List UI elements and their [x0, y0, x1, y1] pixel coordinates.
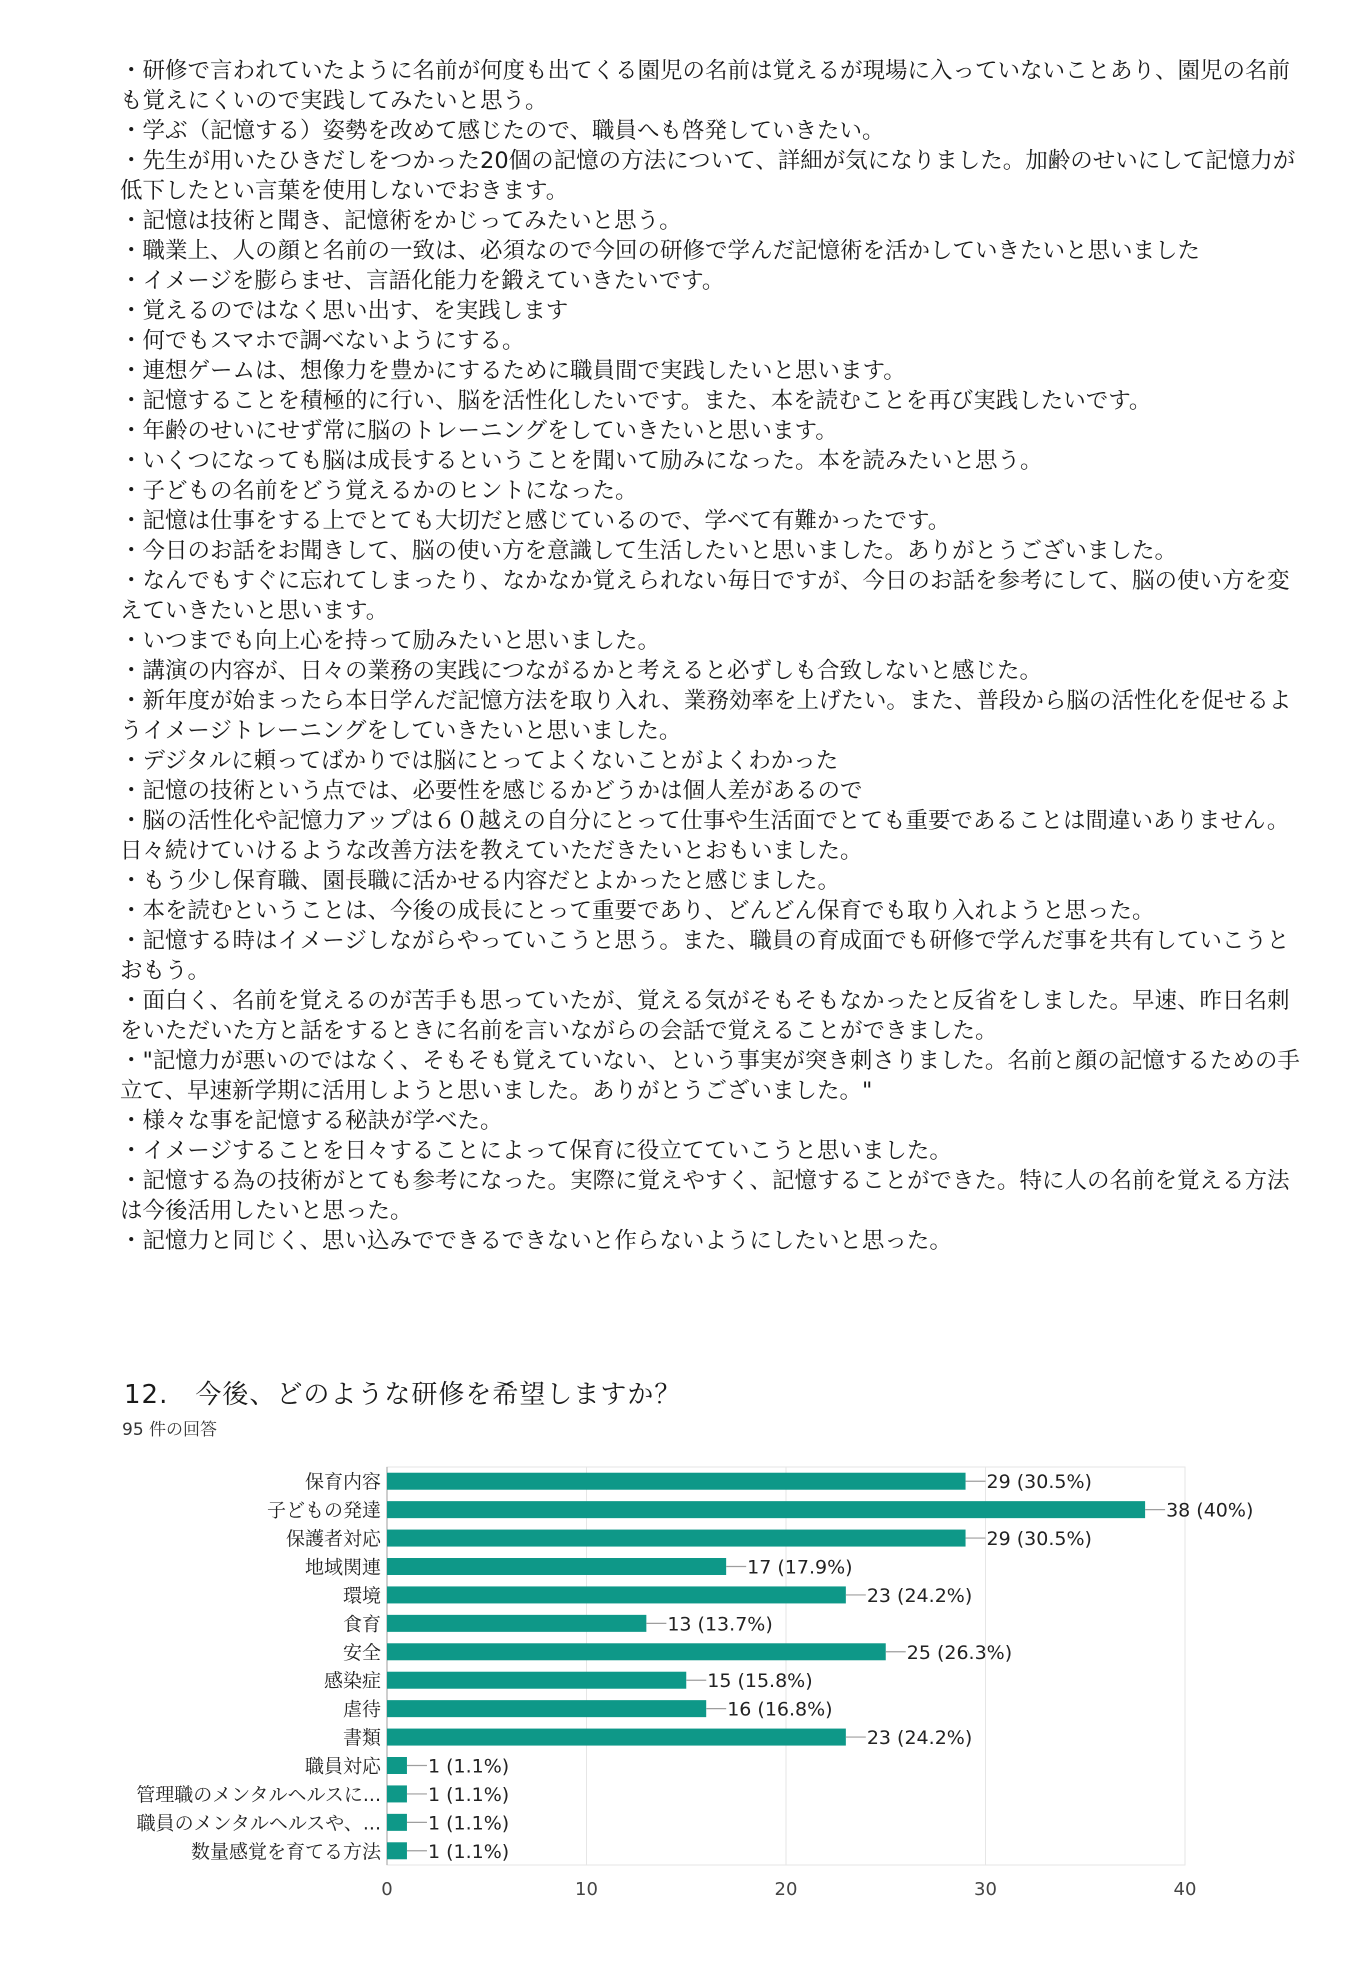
comment-item: ・記憶する為の技術がとても参考になった。実際に覚えやすく、記憶することができた。特に人の名前を覚える方法は今後活用したいと思った。 [120, 1168, 1290, 1224]
data-label: 25 (26.3%) [906, 1641, 1013, 1664]
category-label: 子どもの発達 [266, 1499, 381, 1522]
comment-item: ・本を読むということは、今後の成長にとって重要であり、どんどん保育でも取り入れようと思った。 [120, 898, 1155, 924]
data-label: 29 (30.5%) [986, 1471, 1092, 1494]
data-label: 29 (30.5%) [986, 1528, 1092, 1551]
category-label: 虐待 [342, 1698, 381, 1721]
response-count: 95 件の回答 [122, 1420, 218, 1440]
x-tick-label: 40 [1173, 1879, 1197, 1900]
bar [387, 1700, 706, 1717]
comment-item: ・デジタルに頼ってばかりでは脳にとってよくないことがよくわかった [120, 748, 839, 774]
category-label: 管理職のメンタルヘルスに... [136, 1783, 381, 1806]
x-tick-label: 0 [381, 1879, 393, 1900]
comment-item: ・いつまでも向上心を持って励みたいと思いました。 [120, 628, 661, 654]
comments-list [120, 56, 1310, 1256]
comment-item: ・記憶の技術という点では、必要性を感じるかどうかは個人差があるので [120, 778, 863, 804]
category-label: 安全 [342, 1641, 381, 1664]
bar [387, 1729, 846, 1746]
x-tick-label: 20 [774, 1879, 798, 1900]
bar [387, 1586, 846, 1603]
data-label: 16 (16.8%) [727, 1698, 833, 1721]
bar [387, 1473, 966, 1490]
category-label: 感染症 [323, 1670, 381, 1693]
comment-item: ・覚えるのではなく思い出す、を実践します [120, 298, 569, 324]
data-label: 38 (40%) [1166, 1499, 1254, 1522]
comment-item: ・記憶は仕事をする上でとても大切だと感じているので、学べて有難かったです。 [120, 508, 951, 534]
category-label: 数量感覚を育てる方法 [190, 1840, 381, 1863]
comment-item: ・何でもスマホで調べないようにする。 [120, 328, 525, 354]
data-label: 23 (24.2%) [866, 1584, 973, 1607]
bar [387, 1672, 686, 1689]
data-label: 13 (13.7%) [667, 1613, 773, 1636]
x-tick-label: 30 [974, 1879, 997, 1900]
comment-item: ・いくつになっても脳は成長するということを聞いて励みになった。本を読みたいと思う。 [120, 448, 1043, 474]
comment-item: ・講演の内容が、日々の業務の実践につながるかと考えると必ずしも合致しないと感じた。 [120, 658, 1043, 684]
bar-chart [0, 1445, 1365, 1925]
category-label: 地域関連 [304, 1556, 381, 1579]
comment-item: ・子どもの名前をどう覚えるかのヒントになった。 [120, 478, 638, 504]
comment-item: ・もう少し保育職、園長職に活かせる内容だとよかったと感じました。 [120, 868, 841, 894]
category-label: 書類 [342, 1727, 381, 1750]
data-label: 1 (1.1%) [427, 1783, 510, 1806]
data-label: 23 (24.2%) [866, 1727, 973, 1750]
comment-item: ・記憶する時はイメージしながらやっていこうと思う。また、職員の育成面でも研修で学んだ事を共有していこうとおもう。 [120, 928, 1290, 984]
comment-item: ・様々な事を記憶する秘訣が学べた。 [120, 1108, 503, 1134]
category-label: 保護者対応 [285, 1528, 381, 1551]
data-label: 15 (15.8%) [707, 1670, 813, 1693]
comment-item: ・記憶することを積極的に行い、脳を活性化したいです。また、本を読むことを再び実践したいです。 [120, 388, 1152, 414]
comment-item: ・新年度が始まったら本日学んだ記憶方法を取り入れ、業務効率を上げたい。また、普段から脳の活性化を促せるようイメージトレーニングをしていきたいと思いました。 [120, 688, 1292, 744]
comment-item: ・職業上、人の顔と名前の一致は、必須なので今回の研修で学んだ記憶術を活かしていきたいと思いました [120, 238, 1201, 264]
comment-item: ・面白く、名前を覚えるのが苦手も思っていたが、覚える気がそもそもなかったと反省をしました。早速、昨日名刺をいただいた方と話をするときに名前を言いながらの会話で覚えることができました。 [120, 988, 1290, 1044]
comment-item: ・先生が用いたひきだしをつかった20個の記憶の方法について、詳細が気になりました。加齢のせいにして記憶力が低下したとい言葉を使用しないでおきます。 [120, 148, 1296, 204]
comment-item: ・学ぶ（記憶する）姿勢を改めて感じたので、職員へも啓発していきたい。 [120, 118, 885, 144]
comment-item: ・脳の活性化や記憶力アップは６０越えの自分にとって仕事や生活面でとても重要であることは間違いありません。日々続けていけるような改善方法を教えていただきたいとおもいました。 [120, 808, 1290, 864]
bar [387, 1785, 407, 1802]
comment-item: ・記憶は技術と聞き、記憶術をかじってみたいと思う。 [120, 208, 682, 234]
bar [387, 1842, 407, 1859]
comment-item: ・今日のお話をお聞きして、脳の使い方を意識して生活したいと思いました。ありがとうございました。 [120, 538, 1178, 564]
comment-item: ・研修で言われていたように名前が何度も出てくる園児の名前は覚えるが現場に入っていないことあり、園児の名前も覚えにくいので実践してみたいと思う。 [120, 58, 1291, 114]
category-label: 環境 [342, 1584, 381, 1607]
category-label: 保育内容 [304, 1471, 381, 1494]
data-label: 1 (1.1%) [427, 1755, 510, 1778]
bar [387, 1530, 966, 1547]
category-label: 食育 [342, 1613, 381, 1636]
bar [387, 1643, 886, 1660]
x-tick-label: 10 [575, 1879, 598, 1900]
comment-item: ・連想ゲームは、想像力を豊かにするために職員間で実践したいと思います。 [120, 358, 906, 384]
question-title: 12. 今後、どのような研修を希望しますか？ [124, 1380, 682, 1410]
data-label: 1 (1.1%) [427, 1812, 510, 1835]
data-label: 17 (17.9%) [747, 1556, 853, 1579]
bar [387, 1615, 646, 1632]
bar [387, 1558, 726, 1575]
category-label: 職員のメンタルヘルスや、... [136, 1812, 381, 1835]
comment-item: ・イメージを膨らませ、言語化能力を鍛えていきたいです。 [120, 268, 725, 294]
bar [387, 1501, 1145, 1518]
bar [387, 1757, 407, 1774]
category-label: 職員対応 [304, 1755, 381, 1778]
comment-item: ・なんでもすぐに忘れてしまったり、なかなか覚えられない毎日ですが、今日のお話を参考にして、脳の使い方を変えていきたいと思います。 [120, 568, 1290, 624]
comment-item: ・イメージすることを日々することによって保育に役立てていこうと思いました。 [120, 1138, 952, 1164]
comment-item: ・記憶力と同じく、思い込みでできるできないと作らないようにしたいと思った。 [120, 1228, 952, 1254]
data-label: 1 (1.1%) [427, 1840, 510, 1863]
comment-item: ・"記憶力が悪いのではなく、そもそも覚えていない、という事実が突き刺さりました。名前と顔の記憶するための手立て、早速新学期に活用しようと思いました。ありがとうございました。" [120, 1048, 1300, 1104]
bar [387, 1814, 407, 1831]
comment-item: ・年齢のせいにせず常に脳のトレーニングをしていきたいと思います。 [120, 418, 838, 444]
